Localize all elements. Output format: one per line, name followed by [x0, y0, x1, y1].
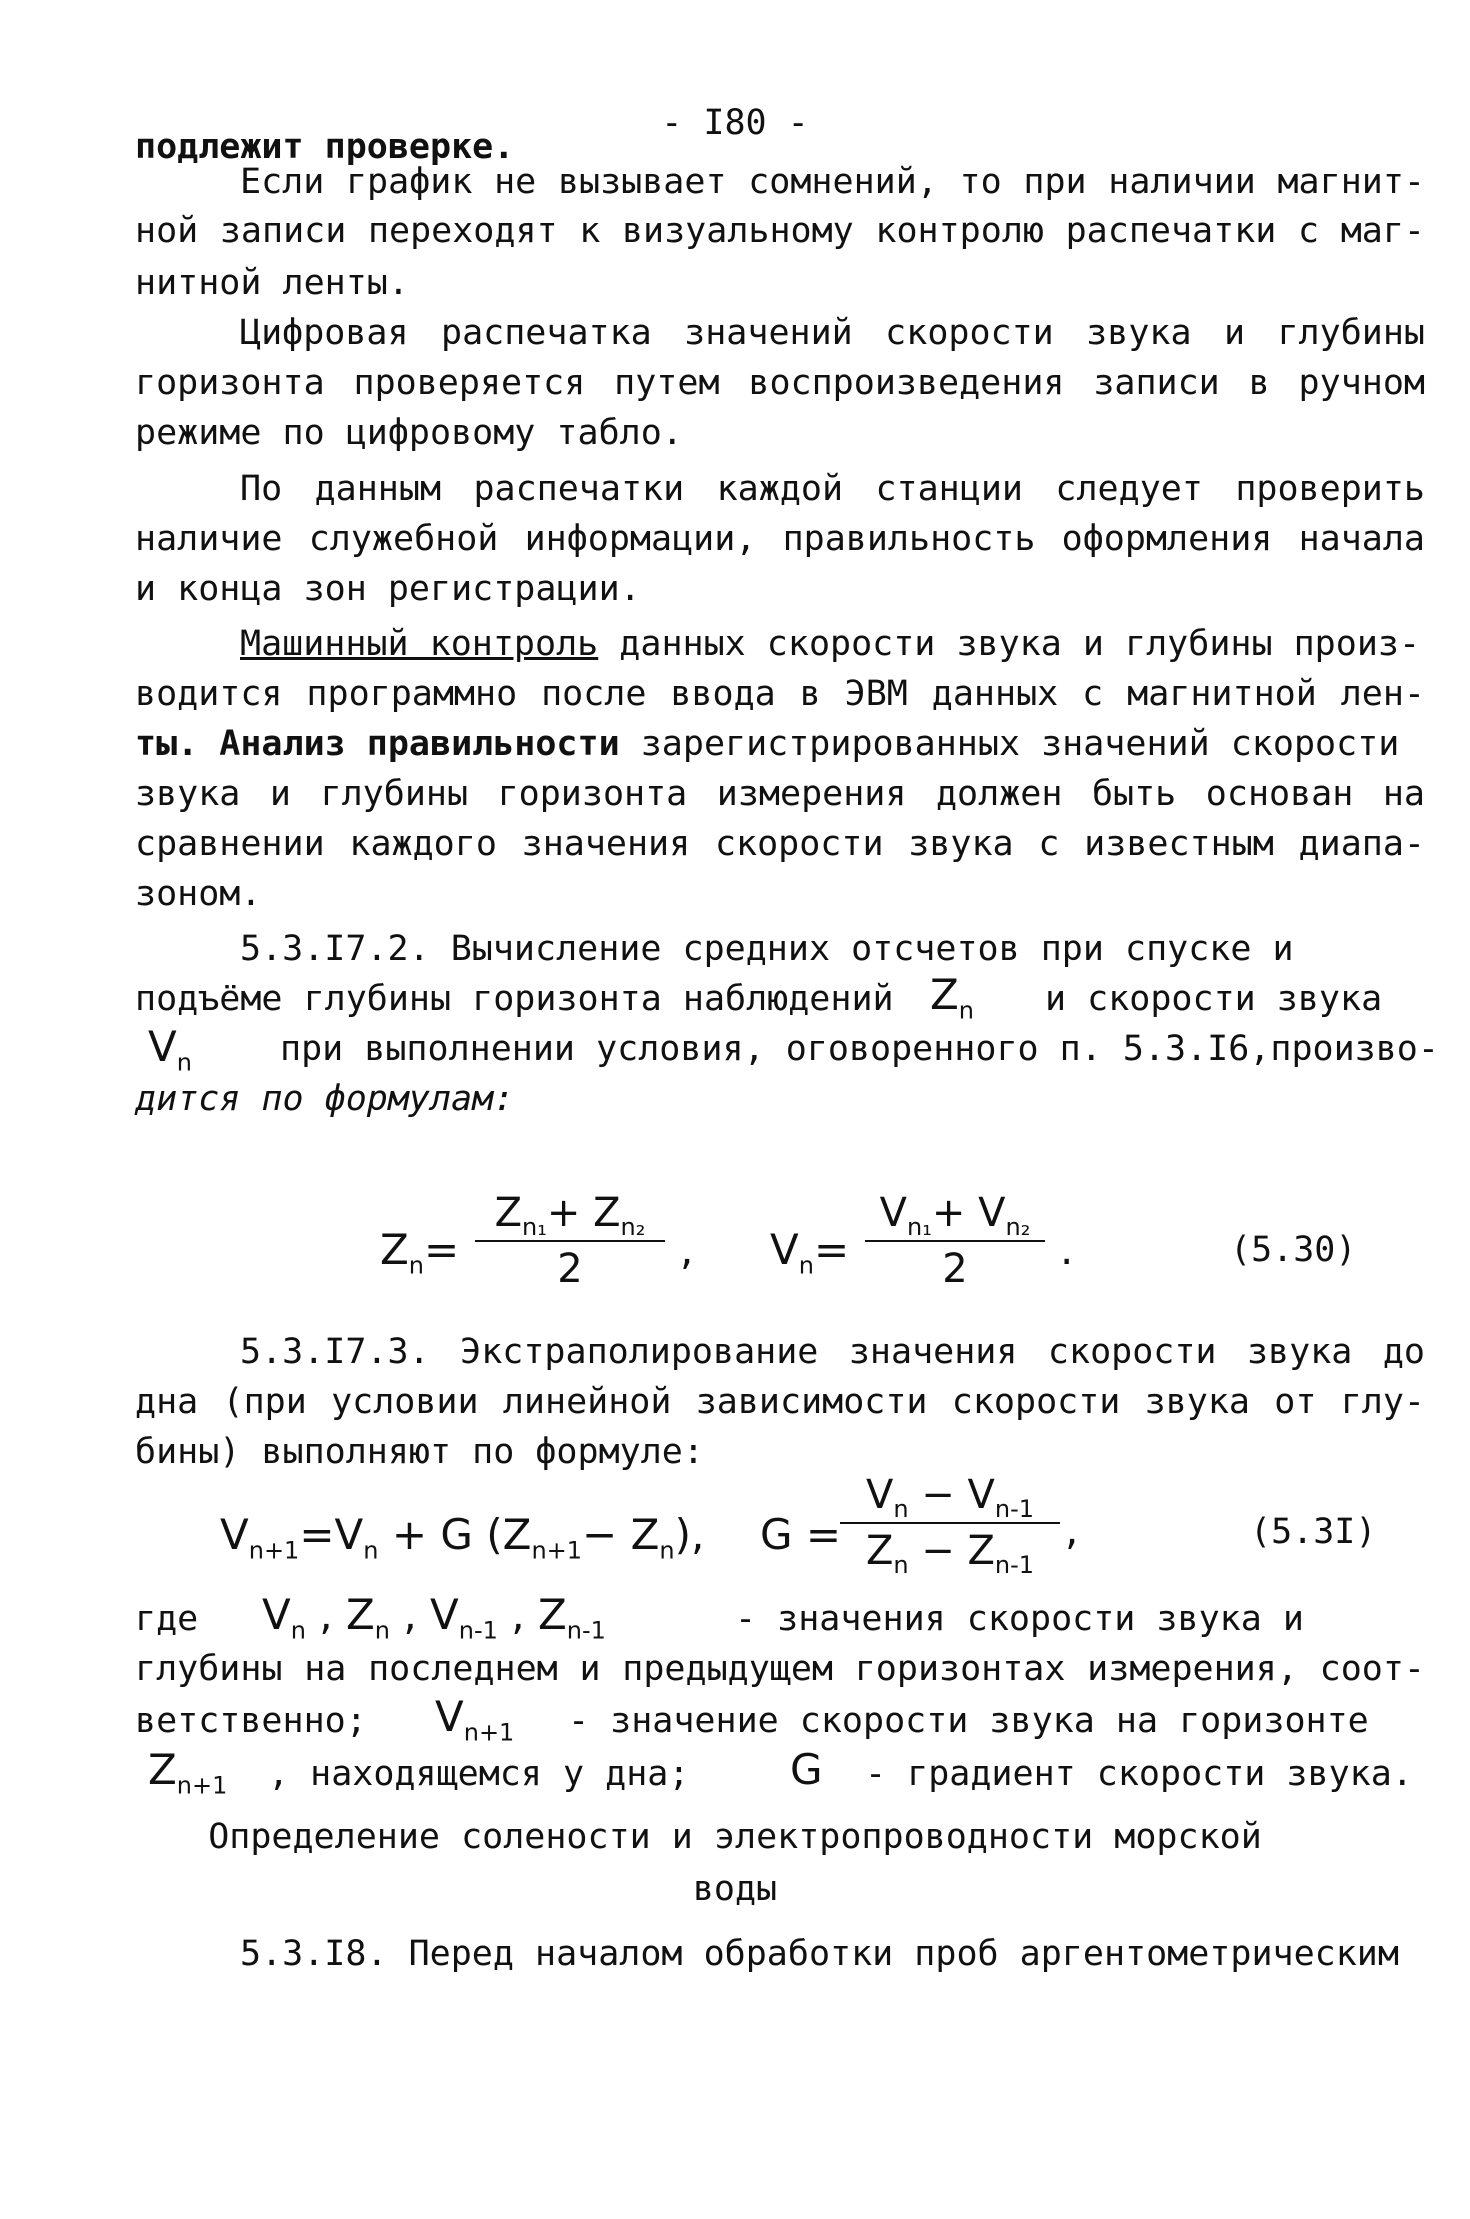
formula-lhs: G =: [760, 1510, 842, 1559]
text-line: режиме по цифровому табло.: [135, 413, 683, 453]
equation-number: (5.3I): [1250, 1512, 1377, 1552]
comma: ,: [1065, 1505, 1079, 1554]
text-line: звука и глубины горизонта измерения должен быть основан на: [135, 774, 1425, 814]
text-line: горизонта проверяется путем воспроизведения записи в ручном: [135, 363, 1425, 403]
text-line: нитной ленты.: [135, 263, 409, 303]
text-line: 5.3.I8. Перед началом обработки проб аргентометрическим: [240, 1934, 1399, 1974]
page-number: - I80 -: [661, 103, 809, 143]
text-line: сравнении каждого значения скорости звука с известным диапа-: [135, 824, 1425, 864]
fraction: $V_{n_1}+ V_{n_2}$ 2: [865, 1188, 1045, 1294]
math-symbol: $V_{n+1}$: [435, 1692, 515, 1747]
text-fragment: - значения скорости звука и: [735, 1599, 1304, 1639]
fraction: $V_n - V_{n-1}$ $Z_n - Z_{n-1}$: [840, 1470, 1060, 1576]
text-line: По данным распечатки каждой станции следует проверить: [240, 469, 1425, 509]
text-line: бины) выполняют по формуле:: [135, 1432, 704, 1472]
text-line: и конца зон регистрации.: [135, 569, 641, 609]
text-fragment: где: [135, 1599, 199, 1639]
text-line: ты. Анализ правильности зарегистрированных значений скорости: [135, 724, 1400, 764]
text-line: глубины на последнем и предыдущем горизонтах измерения, соот-: [135, 1649, 1425, 1689]
section-heading: Определение солености и электропроводности морской: [208, 1817, 1262, 1857]
text-fragment: - значение скорости звука на горизонте: [568, 1701, 1369, 1741]
text-line: зоном.: [135, 874, 262, 914]
underlined-term: Машинный контроль: [240, 624, 599, 664]
formula-lhs: $V_{n+1}=V_n + G$ $(Z_{n+1}- Z_n)$,: [220, 1510, 705, 1565]
formula-lhs: $Z_n=$: [380, 1225, 460, 1280]
formula-lhs: $V_n=$: [770, 1225, 850, 1280]
math-symbol: G: [790, 1745, 823, 1794]
text-fragment: и скорости звука: [1045, 979, 1383, 1019]
section-heading: воды: [692, 1869, 778, 1909]
text-line: дна (при условии линейной зависимости скорости звука от глу-: [135, 1382, 1425, 1422]
math-symbol: $Z_n$: [930, 970, 974, 1025]
math-symbols: $V_n$ , $Z_n$ , $V_{n-1}$ , $Z_{n-1}$: [262, 1590, 606, 1645]
text-fragment: - градиент скорости звука.: [865, 1754, 1413, 1794]
math-symbol: $Z_{n+1}$: [148, 1745, 228, 1800]
text-line: водится программно после ввода в ЭВМ данных с магнитной лен-: [135, 674, 1425, 714]
text-line: подлежит проверке.: [135, 127, 515, 167]
bold-term: ты. Анализ правильности: [135, 724, 620, 764]
text-line: Цифровая распечатка значений скорости звука и глубины: [240, 313, 1425, 353]
text-line: подъёме глубины горизонта наблюдений: [135, 979, 894, 1019]
text-line: Машинный контроль данных скорости звука и глубины произ-: [240, 624, 1421, 664]
text-line: наличие служебной информации, правильность оформления начала: [135, 519, 1425, 559]
period: .: [1060, 1225, 1074, 1274]
fraction: $Z_{n_1}+ Z_{n_2}$ 2: [475, 1188, 665, 1294]
text-line: дится по формулам:: [135, 1079, 515, 1119]
text-fragment: при выполнении условия, оговоренного п. 5.3.I6,произво-: [280, 1029, 1439, 1069]
math-symbol: $V_n$: [148, 1022, 192, 1077]
equation-number: (5.30): [1230, 1230, 1357, 1270]
text-line: ной записи переходят к визуальному контролю распечатки с маг-: [135, 211, 1425, 251]
text-fragment: ветственно;: [135, 1701, 367, 1741]
text-line: Если график не вызывает сомнений, то при наличии магнит-: [240, 162, 1425, 202]
comma: ,: [680, 1225, 694, 1274]
text-line: 5.3.I7.3. Экстраполирование значения скорости звука до: [240, 1332, 1425, 1372]
text-line: 5.3.I7.2. Вычисление средних отсчетов при спуске и: [240, 929, 1294, 969]
text-fragment: , находящемся у дна;: [268, 1754, 690, 1794]
